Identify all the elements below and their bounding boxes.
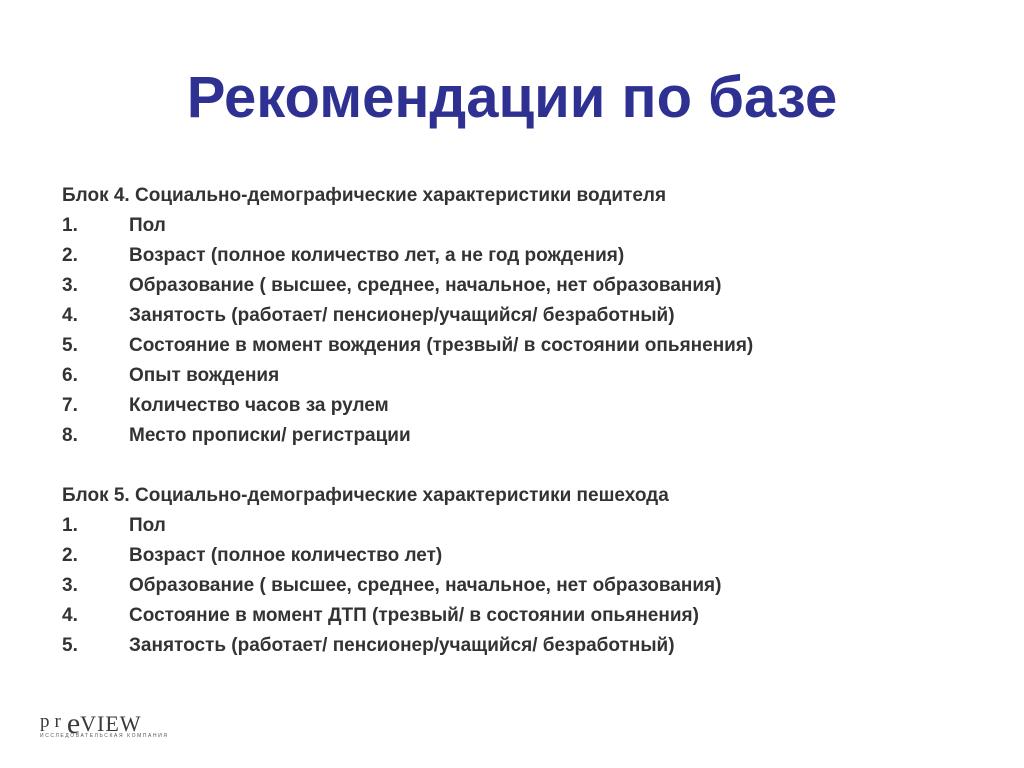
item-text: Занятость (работает/ пенсионер/учащийся/ безработный) (129, 635, 675, 656)
list-item (62, 541, 992, 571)
item-number: 2. (62, 245, 78, 266)
slide-title: Рекомендации по базе (186, 65, 838, 130)
item-number: 5. (62, 635, 78, 656)
item-text: Занятость (работает/ пенсионер/учащийся/ безработный) (129, 305, 675, 326)
item-text: Возраст (полное количество лет, а не год рождения) (129, 245, 625, 266)
logo-pr: pr (40, 711, 66, 732)
logo-e: e (66, 707, 81, 740)
item-number: 4. (62, 605, 78, 626)
item-text: Пол (129, 515, 166, 536)
item-number: 8. (62, 425, 78, 446)
item-text: Количество часов за рулем (129, 395, 389, 416)
item-number: 4. (62, 305, 78, 326)
item-number: 1. (62, 515, 78, 536)
list-item (62, 601, 992, 631)
list-item (62, 301, 992, 331)
list-item (62, 511, 992, 541)
list-item (62, 391, 992, 421)
item-number: 7. (62, 395, 78, 416)
logo-subtitle: ИССЛЕДОВАТЕЛЬСКАЯ КОМПАНИЯ (40, 733, 169, 739)
slide-content (62, 181, 992, 661)
item-text: Образование ( высшее, среднее, начальное, нет образования) (129, 275, 722, 296)
item-number: 5. (62, 335, 78, 356)
block-spacer (62, 451, 992, 481)
list-item (62, 271, 992, 301)
list-item (62, 241, 992, 271)
item-text: Образование ( высшее, среднее, начальное, нет образования) (129, 575, 722, 596)
block-heading: Блок 5. Социально-демографические характеристики пешехода (62, 485, 669, 506)
list-item (62, 571, 992, 601)
pedestrian-list (62, 511, 992, 661)
list-item (62, 631, 992, 661)
logo-view: VIEW (80, 711, 142, 736)
list-item (62, 361, 992, 391)
item-text: Возраст (полное количество лет) (129, 545, 443, 566)
item-number: 3. (62, 575, 78, 596)
block-4 (62, 181, 992, 451)
item-text: Место прописки/ регистрации (129, 425, 411, 446)
block-heading: Блок 4. Социально-демографические характеристики водителя (62, 185, 667, 206)
list-item (62, 421, 992, 451)
item-number: 1. (62, 215, 78, 236)
item-text: Состояние в момент вождения (трезвый/ в состоянии опьянения) (129, 335, 754, 356)
item-text: Состояние в момент ДТП (трезвый/ в состоянии опьянения) (129, 605, 699, 626)
item-number: 3. (62, 275, 78, 296)
item-number: 2. (62, 545, 78, 566)
block-5 (62, 481, 992, 661)
item-text: Пол (129, 215, 166, 236)
driver-list (62, 211, 992, 451)
item-number: 6. (62, 365, 78, 386)
item-text: Опыт вождения (129, 365, 280, 386)
list-item (62, 211, 992, 241)
company-logo (40, 705, 180, 745)
list-item (62, 331, 992, 361)
